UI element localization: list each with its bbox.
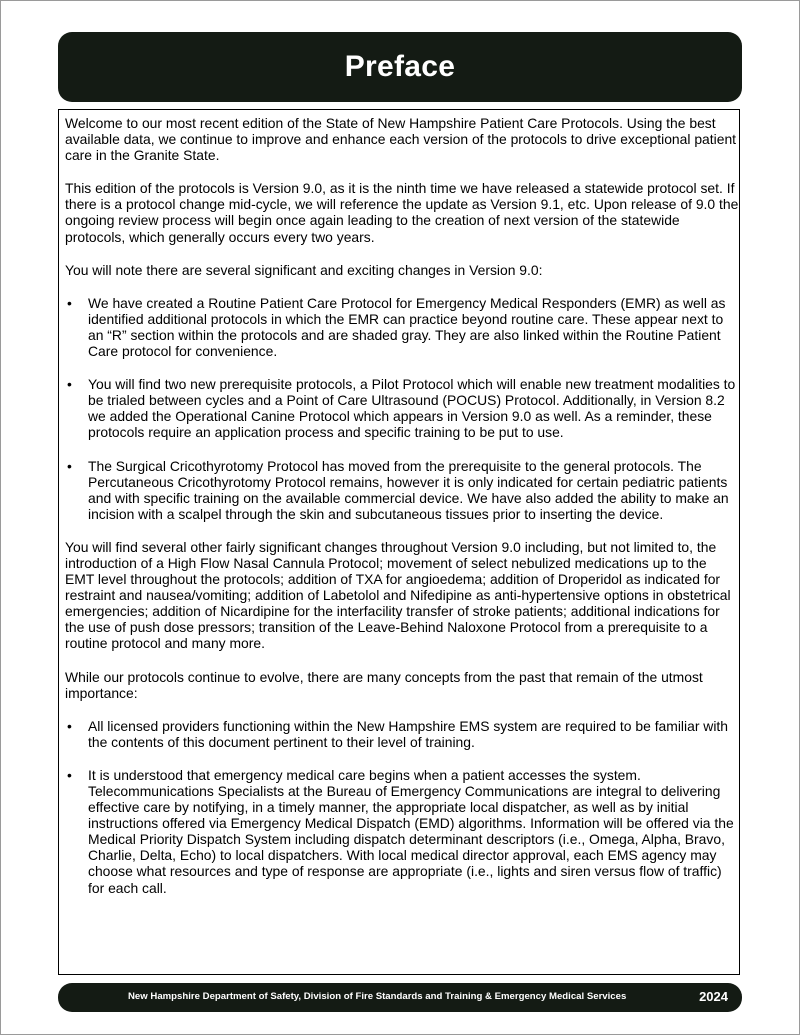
footer-banner <box>58 983 742 1012</box>
list-item <box>65 376 739 440</box>
bullet-icon: • <box>67 717 72 734</box>
version-paragraph: This edition of the protocols is Version 9.0, as it is the ninth time we have released a statewide protocol set. If there is a protocol change mid-cycle, we will reference the update as Version 9.1, etc. Upon release of 9.0 the ongoing review process will begin once again leading to the creation of next version of the statewide protocols, which generally occurs every two years. <box>65 180 739 245</box>
footer-organization: New Hampshire Department of Safety, Division of Fire Standards and Training & Emergency Medical Services <box>128 991 627 1002</box>
title-banner <box>58 32 742 102</box>
list-item <box>65 718 739 750</box>
page-title: Preface <box>344 50 456 83</box>
bullet-icon: • <box>67 294 72 311</box>
list-item-text: All licensed providers functioning within the New Hampshire EMS system are required to be familiar with the contents of this document pertinent to their level of training. <box>88 717 729 750</box>
footer-year: 2024 <box>699 989 728 1004</box>
list-item <box>65 295 739 359</box>
other-changes-paragraph: You will find several other fairly significant changes throughout Version 9.0 including, but not limited to, the introduction of a High Flow Nasal Cannula Protocol; movement of select nebulized medications up to the EMT level throughout the protocols; addition of TXA for angioedema; addition of Droperidol as indicated for restraint and nausea/vomiting; addition of Labetolol and Nifedipine as anti-hypertensive options in obstetrical emergencies; addition of Nicardipine for the interfacility transfer of stroke patients; additional indications for the use of push dose pressors; transition of the Leave-Behind Naloxone Protocol from a prerequisite to a routine protocol and many more. <box>65 538 731 652</box>
changes-list <box>65 295 739 522</box>
bullet-icon: • <box>67 376 72 393</box>
list-item-text: The Surgical Cricothyrotomy Protocol has moved from the prerequisite to the general protocols. The Percutaneous Cricothyrotomy Protocol remains, however it is only indicated for certain pediatric patients and with specific training on the available commercial device. We have also added the ability to make an incision with a scalpel through the skin and subcutaneous tissues prior to inserting the device. <box>88 457 729 522</box>
list-item-text: We have created a Routine Patient Care Protocol for Emergency Medical Responders (EMR) as well as identified additional protocols in which the EMR can practice beyond routine care. These appear next to an “R” section within the protocols and are shaded gray. They are also linked within the Routine Patient Care protocol for convenience. <box>88 294 726 360</box>
list-item <box>65 767 739 896</box>
bullet-icon: • <box>67 457 72 474</box>
intro-paragraph: Welcome to our most recent edition of the State of New Hampshire Patient Care Protocols. Using the best available data, we continue to improve and enhance each version of the protocols to drive exceptional patient care in the Granite State. <box>65 115 737 164</box>
content-box <box>58 109 740 975</box>
concepts-list <box>65 718 739 896</box>
changes-intro-paragraph: You will note there are several significant and exciting changes in Version 9.0: <box>65 261 543 278</box>
concepts-paragraph: While our protocols continue to evolve, there are many concepts from the past that remain of the utmost importance: <box>65 668 703 701</box>
list-item-text: It is understood that emergency medical care begins when a patient accesses the system. Telecommunications Specialists at the Bureau of Emergency Communications are integral to delivering effective care by notifying, in a timely manner, the appropriate local dispatcher, as well as by initial instructions offered via Emergency Medical Dispatch (EMD) algorithms. Information will be offered via the Medical Priority Dispatch System including dispatch determinant descriptors (i.e., Omega, Alpha, Bravo, Charlie, Delta, Echo) to local dispatchers. With local medical director approval, each EMS agency may choose what resources and type of response are appropriate (i.e., lights and siren versus flow of traffic) for each call. <box>88 766 734 896</box>
bullet-icon: • <box>67 766 72 783</box>
list-item-text: You will find two new prerequisite protocols, a Pilot Protocol which will enable new treatment modalities to be trialed between cycles and a Point of Care Ultrasound (POCUS) Protocol. Additionally, in Version 8.2 we added the Operational Canine Protocol which appears in Version 9.0 as well. As a reminder, these protocols require an application process and specific training to be put to use. <box>88 376 736 441</box>
list-item <box>65 458 739 522</box>
